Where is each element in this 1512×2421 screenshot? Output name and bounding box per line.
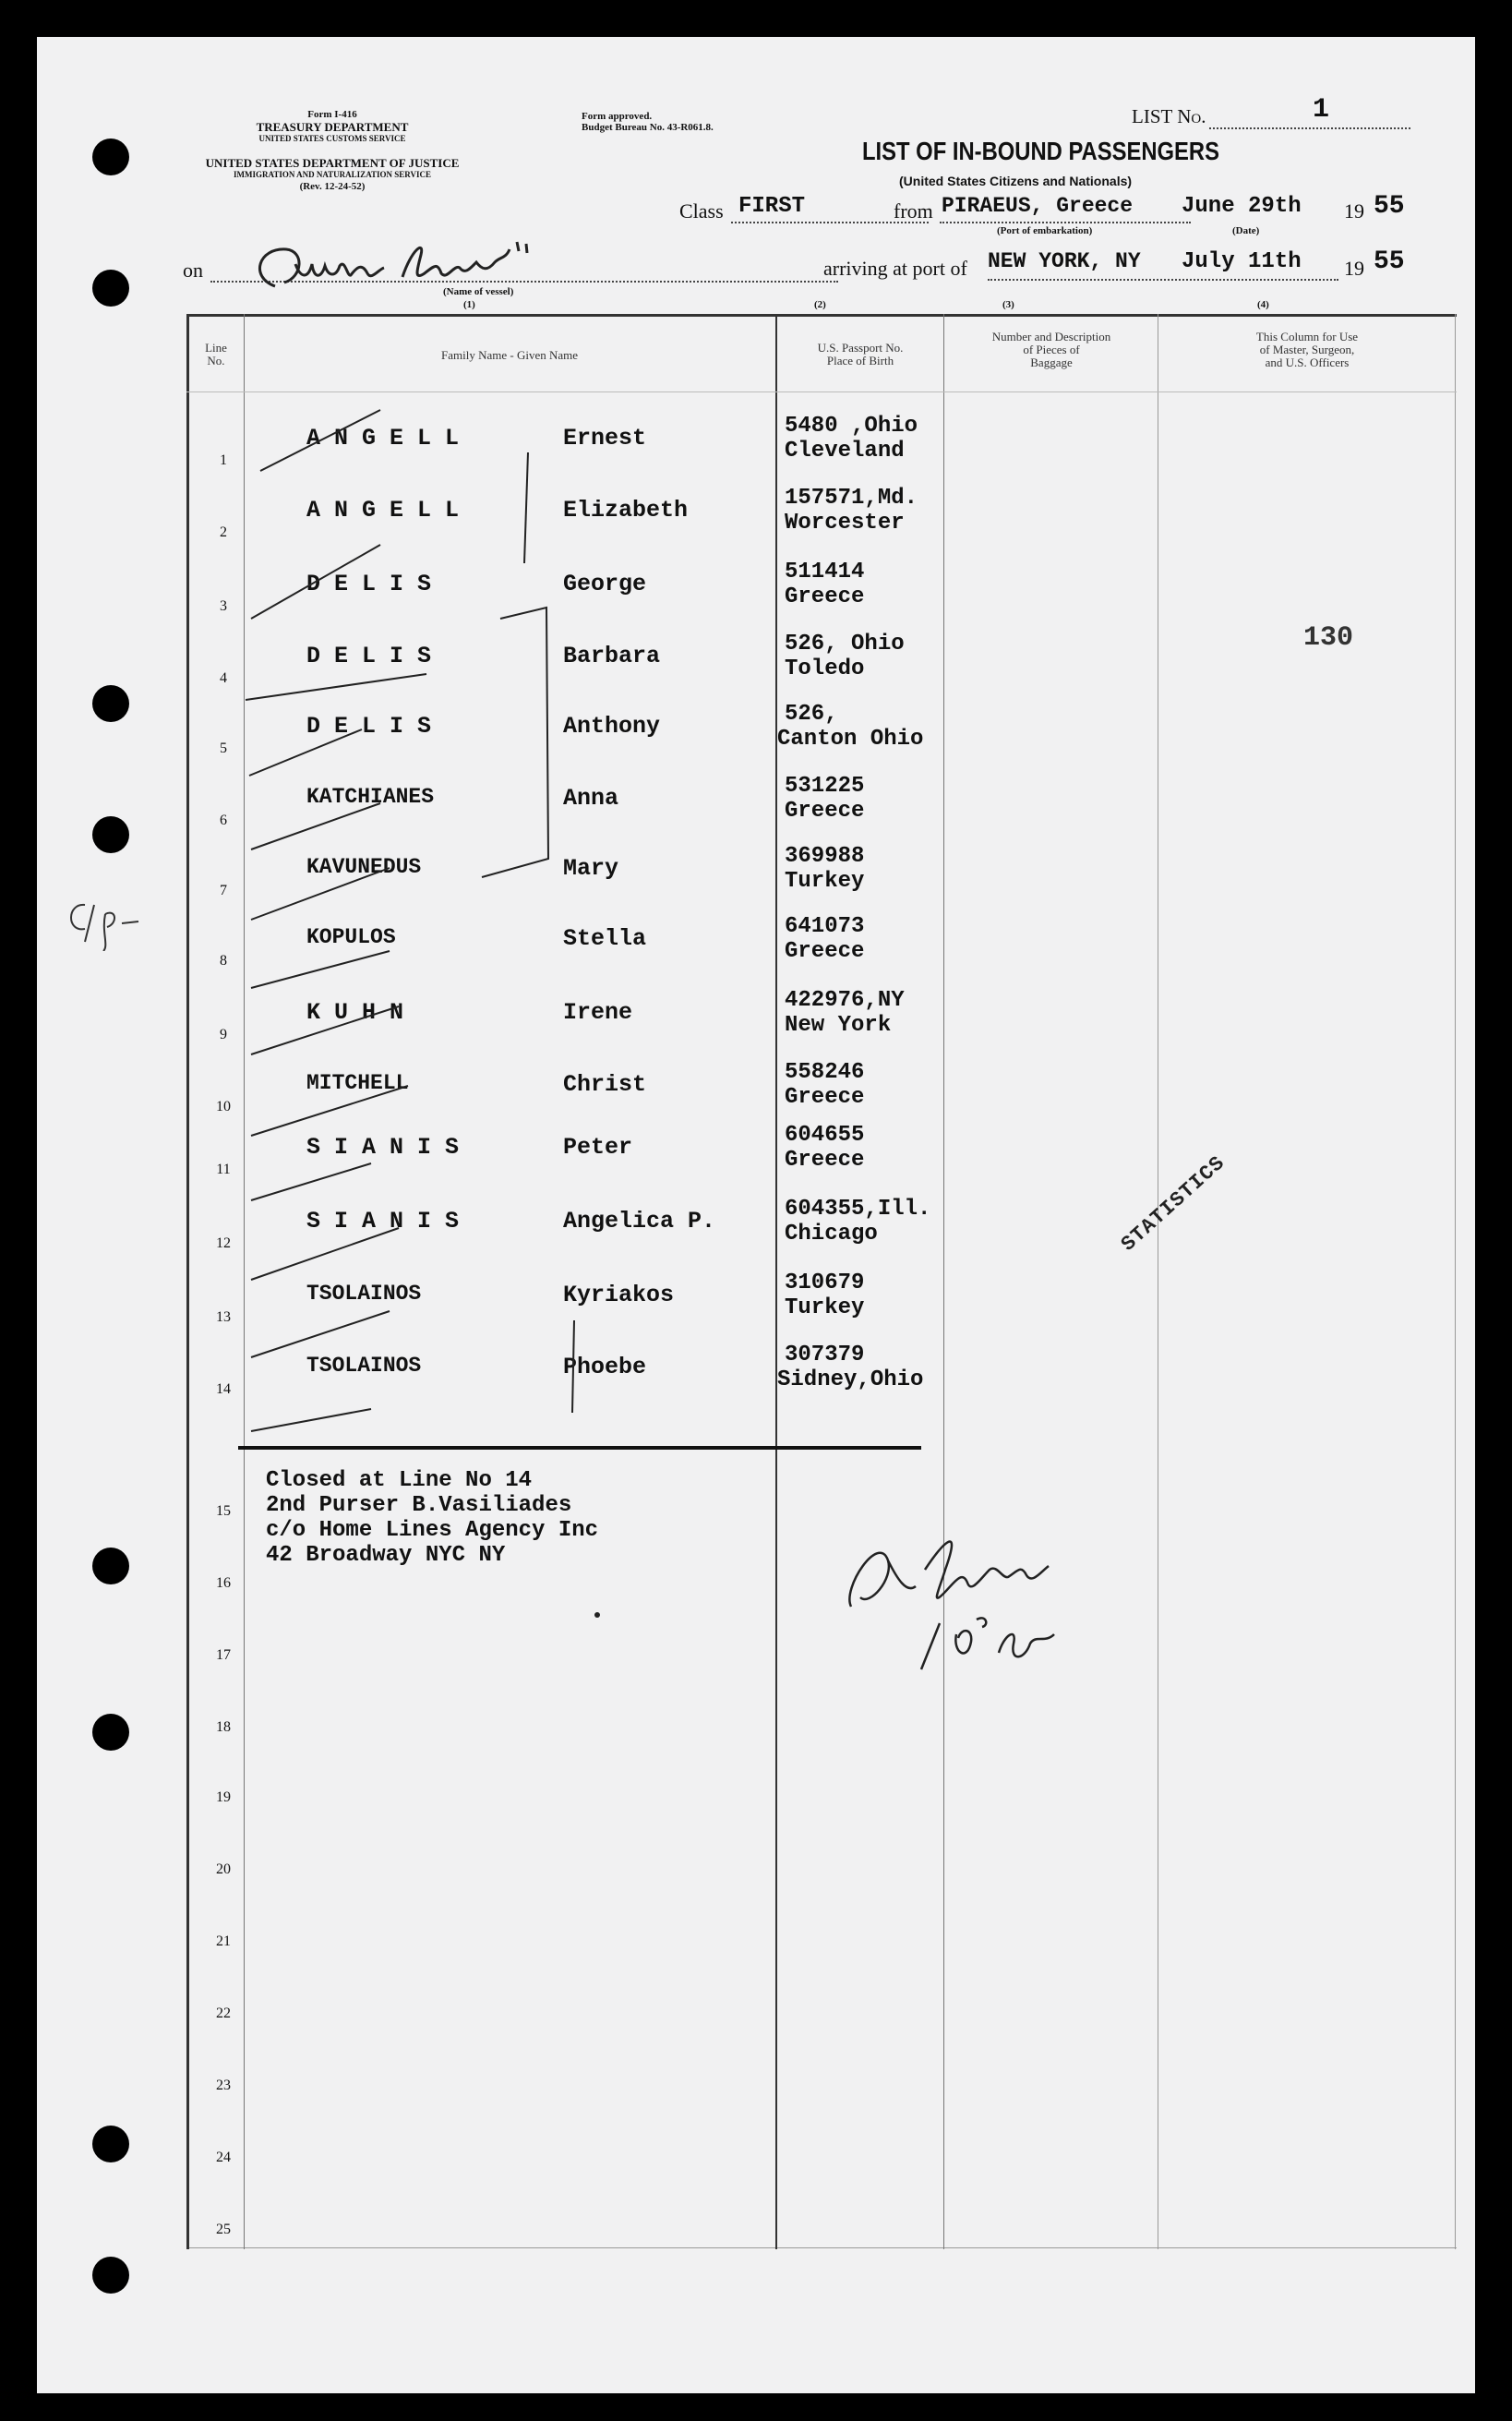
col-no-1: (1) bbox=[463, 299, 475, 310]
arrival-date: July 11th bbox=[1182, 249, 1302, 274]
given-name: Anna bbox=[563, 785, 619, 812]
ins-service: IMMIGRATION AND NATURALIZATION SERVICE bbox=[234, 170, 431, 179]
col-header-baggage: Number and Description of Pieces of Baggage bbox=[991, 330, 1111, 369]
form-info bbox=[175, 109, 489, 145]
passport-info: 511414 Greece bbox=[785, 560, 865, 609]
passport-info: 641073 Greece bbox=[785, 914, 865, 964]
col-no-3: (3) bbox=[1002, 299, 1014, 310]
sail-date: June 29th bbox=[1182, 194, 1302, 219]
passport-info: 604655 Greece bbox=[785, 1123, 865, 1173]
line-number: 20 bbox=[216, 1861, 231, 1877]
line-number: 23 bbox=[216, 2078, 231, 2093]
family-name: A N G E L L bbox=[306, 497, 460, 524]
family-name: TSOLAINOS bbox=[306, 1282, 422, 1306]
family-name: KOPULOS bbox=[306, 925, 396, 949]
col-header-name: Family Name - Given Name bbox=[440, 348, 578, 362]
arriving-label: arriving at port of bbox=[823, 257, 967, 280]
family-name: D E L I S bbox=[306, 643, 432, 669]
list-no-line bbox=[1209, 127, 1410, 129]
approval-info bbox=[582, 111, 714, 133]
closing-line-4: 42 Broadway NYC NY bbox=[266, 1543, 506, 1568]
list-number: 1 bbox=[1313, 94, 1330, 126]
justice-dept: UNITED STATES DEPARTMENT OF JUSTICE bbox=[205, 156, 460, 170]
family-name: S I A N I S bbox=[306, 1134, 460, 1161]
line-number: 24 bbox=[216, 2150, 231, 2165]
closing-line-2: 2nd Purser B.Vasiliades bbox=[266, 1493, 572, 1518]
line-number: 2 bbox=[220, 524, 227, 540]
col-header-passport: U.S. Passport No. Place of Birth bbox=[817, 341, 904, 367]
punch-hole bbox=[92, 1548, 129, 1584]
given-name: Stella bbox=[563, 925, 647, 952]
vessel-caption: (Name of vessel) bbox=[443, 286, 514, 297]
class-label: Class bbox=[679, 199, 724, 223]
given-name: Mary bbox=[563, 855, 619, 882]
arrival-port: NEW YORK, NY bbox=[988, 249, 1141, 273]
line-number: 13 bbox=[216, 1309, 231, 1325]
line-number: 21 bbox=[216, 1933, 231, 1949]
family-name: TSOLAINOS bbox=[306, 1354, 422, 1378]
family-name: K U H N bbox=[306, 999, 404, 1026]
document-page bbox=[37, 37, 1475, 2393]
passport-info: 526, Ohio Toledo bbox=[785, 632, 905, 681]
family-name: S I A N I S bbox=[306, 1208, 460, 1235]
given-name: Barbara bbox=[563, 643, 661, 669]
line-number: 9 bbox=[220, 1027, 227, 1042]
line-number: 17 bbox=[216, 1647, 231, 1663]
closing-line-3: c/o Home Lines Agency Inc bbox=[266, 1518, 599, 1543]
from-value: PIRAEUS, Greece bbox=[942, 194, 1134, 218]
punch-hole bbox=[92, 139, 129, 175]
given-name: Ernest bbox=[563, 425, 647, 452]
justice-info bbox=[175, 157, 489, 193]
line-number: 1 bbox=[220, 452, 227, 468]
passport-info: 531225 Greece bbox=[785, 774, 865, 824]
given-name: George bbox=[563, 571, 647, 597]
revision: (Rev. 12-24-52) bbox=[299, 181, 366, 192]
given-name: Irene bbox=[563, 999, 633, 1026]
line-number: 6 bbox=[220, 813, 227, 828]
from-line bbox=[940, 222, 1191, 223]
punch-hole bbox=[92, 816, 129, 853]
family-name: KATCHIANES bbox=[306, 785, 435, 809]
line-number: 16 bbox=[216, 1575, 231, 1591]
budget-bureau: Budget Bureau No. 43-R061.8. bbox=[582, 122, 714, 133]
statistics-stamp: STATISTICS bbox=[1117, 1150, 1230, 1257]
passport-info: 422976,NY New York bbox=[785, 988, 905, 1038]
line-number: 12 bbox=[216, 1235, 231, 1251]
punch-hole bbox=[92, 2126, 129, 2162]
officer-note: 130 bbox=[1303, 622, 1354, 654]
col-header-line: Line No. bbox=[205, 341, 227, 367]
year-prefix-1: 19 bbox=[1344, 199, 1364, 223]
family-name: A N G E L L bbox=[306, 425, 460, 452]
handwritten-signature bbox=[823, 1505, 1137, 1690]
dot-mark bbox=[594, 1612, 600, 1618]
closing-note bbox=[266, 1468, 598, 1568]
list-subtitle: (United States Citizens and Nationals) bbox=[899, 174, 1133, 188]
from-caption: (Port of embarkation) bbox=[997, 225, 1093, 236]
passport-info: 310679 Turkey bbox=[785, 1271, 865, 1320]
line-number: 22 bbox=[216, 2005, 231, 2021]
given-name: Elizabeth bbox=[563, 497, 689, 524]
family-name: D E L I S bbox=[306, 713, 432, 740]
col-no-2: (2) bbox=[814, 299, 826, 310]
given-name: Peter bbox=[563, 1134, 633, 1161]
given-name: Phoebe bbox=[563, 1354, 647, 1380]
passport-info: 369988 Turkey bbox=[785, 844, 865, 894]
year-2: 55 bbox=[1374, 247, 1405, 276]
line-number: 4 bbox=[220, 670, 227, 686]
family-name: KAVUNEDUS bbox=[306, 855, 422, 879]
line-number: 8 bbox=[220, 953, 227, 969]
form-approved: Form approved. bbox=[582, 111, 653, 122]
margin-note bbox=[57, 886, 140, 951]
customs-service: UNITED STATES CUSTOMS SERVICE bbox=[258, 134, 406, 143]
list-title: LIST OF IN-BOUND PASSENGERS bbox=[862, 137, 1220, 165]
col-header-officers: This Column for Use of Master, Surgeon, and U.S. Officers bbox=[1255, 330, 1359, 369]
line-number: 7 bbox=[220, 883, 227, 898]
passport-info: 526, Canton Ohio bbox=[777, 702, 924, 752]
closing-line-1: Closed at Line No 14 bbox=[266, 1468, 533, 1493]
from-label: from bbox=[894, 199, 933, 223]
class-value: FIRST bbox=[738, 194, 806, 219]
arriving-line bbox=[988, 279, 1338, 281]
form-number: Form I-416 bbox=[307, 109, 357, 120]
line-number: 25 bbox=[216, 2222, 231, 2237]
line-number: 10 bbox=[216, 1099, 231, 1114]
year-1: 55 bbox=[1374, 192, 1405, 221]
given-name: Angelica P. bbox=[563, 1208, 716, 1235]
family-name: MITCHELL bbox=[306, 1071, 409, 1095]
line-number: 19 bbox=[216, 1789, 231, 1805]
given-name: Christ bbox=[563, 1071, 647, 1098]
passport-info: 307379 Sidney,Ohio bbox=[777, 1343, 924, 1392]
given-name: Kyriakos bbox=[563, 1282, 675, 1308]
date-caption: (Date) bbox=[1232, 225, 1260, 236]
list-no-label: LIST No. bbox=[1132, 105, 1206, 127]
line-number: 5 bbox=[220, 741, 227, 756]
punch-hole bbox=[92, 270, 129, 307]
on-label: on bbox=[183, 259, 203, 282]
line-number: 3 bbox=[220, 598, 227, 614]
line-number: 11 bbox=[216, 1162, 231, 1177]
line-number: 18 bbox=[216, 1719, 231, 1735]
passport-info: 157571,Md. Worcester bbox=[785, 486, 918, 536]
punch-hole bbox=[92, 685, 129, 722]
passport-info: 5480 ,Ohio Cleveland bbox=[785, 414, 918, 464]
treasury-dept: TREASURY DEPARTMENT bbox=[256, 120, 409, 134]
passport-info: 558246 Greece bbox=[785, 1060, 865, 1110]
passport-info: 604355,Ill. Chicago bbox=[785, 1197, 931, 1247]
check-marks bbox=[186, 397, 740, 1450]
family-name: D E L I S bbox=[306, 571, 432, 597]
col-no-4: (4) bbox=[1257, 299, 1269, 310]
line-number: 15 bbox=[216, 1503, 231, 1519]
punch-hole bbox=[92, 1714, 129, 1751]
year-prefix-2: 19 bbox=[1344, 257, 1364, 280]
line-number: 14 bbox=[216, 1381, 231, 1397]
given-name: Anthony bbox=[563, 713, 661, 740]
punch-hole bbox=[92, 2257, 129, 2294]
